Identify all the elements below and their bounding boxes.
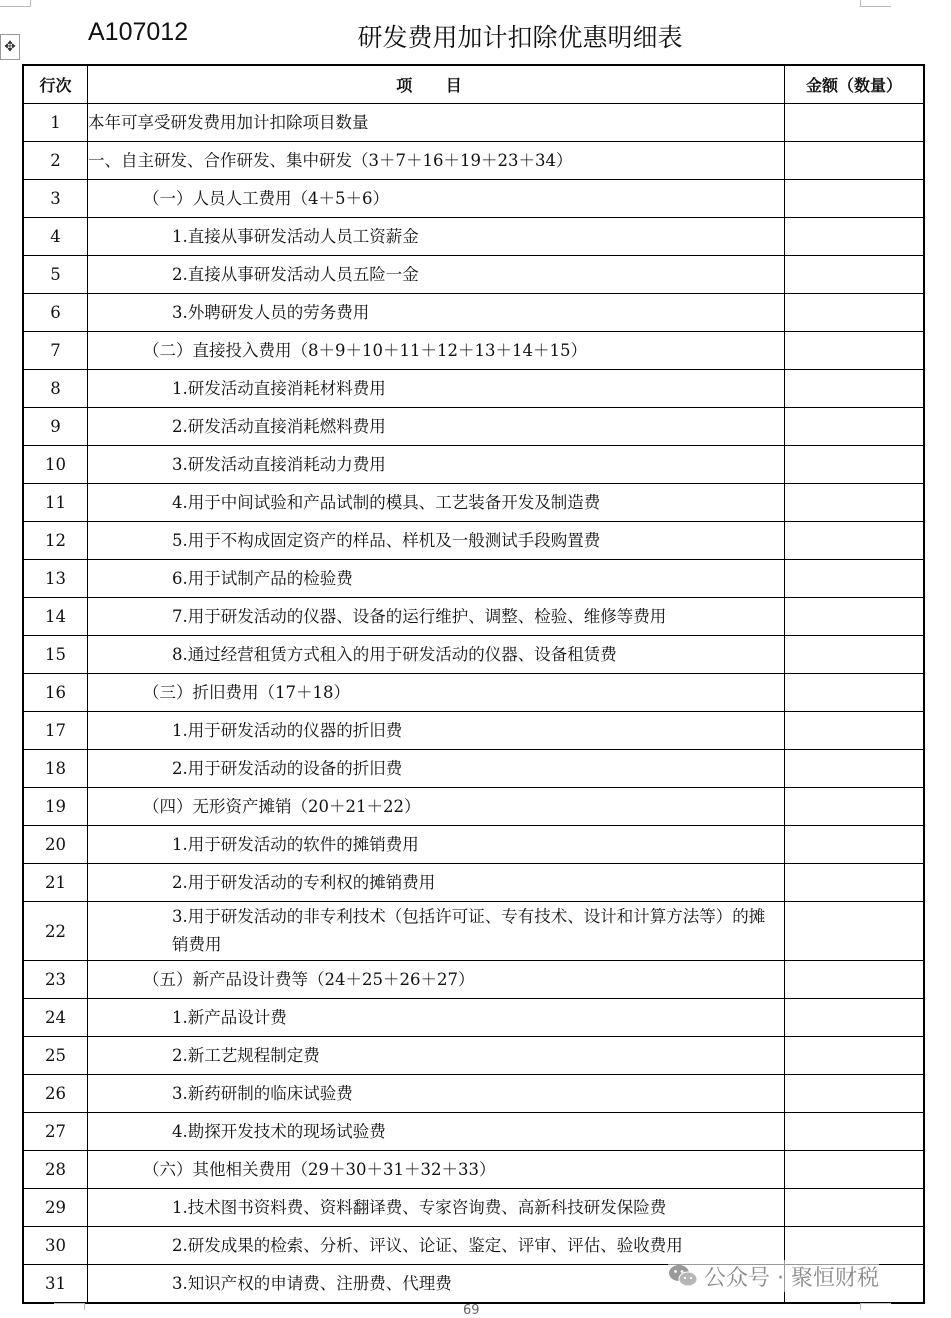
- item-cell: 1.用于研发活动的仪器的折旧费: [88, 712, 785, 750]
- line-number-cell: 18: [23, 750, 88, 788]
- amount-cell[interactable]: [785, 961, 925, 999]
- item-cell: 2.用于研发活动的专利权的摊销费用: [88, 864, 785, 902]
- amount-cell[interactable]: [785, 256, 925, 294]
- item-cell: 2.新工艺规程制定费: [88, 1037, 785, 1075]
- item-cell: 4.用于中间试验和产品试制的模具、工艺装备开发及制造费: [88, 484, 785, 522]
- line-number-cell: 7: [23, 332, 88, 370]
- item-cell: （四）无形资产摊销（20＋21＋22）: [88, 788, 785, 826]
- line-number-cell: 14: [23, 598, 88, 636]
- table-move-handle-icon[interactable]: ✥: [0, 34, 20, 60]
- table-row: [23, 1227, 924, 1265]
- item-cell: 6.用于试制产品的检验费: [88, 560, 785, 598]
- amount-cell[interactable]: [785, 826, 925, 864]
- item-cell: 2.用于研发活动的设备的折旧费: [88, 750, 785, 788]
- line-number-cell: 15: [23, 636, 88, 674]
- item-cell: （三）折旧费用（17＋18）: [88, 674, 785, 712]
- line-number-cell: 12: [23, 522, 88, 560]
- amount-cell[interactable]: [785, 446, 925, 484]
- amount-cell[interactable]: [785, 294, 925, 332]
- item-cell: 1.直接从事研发活动人员工资薪金: [88, 218, 785, 256]
- line-number-cell: 27: [23, 1113, 88, 1151]
- amount-cell[interactable]: [785, 180, 925, 218]
- item-cell: 7.用于研发活动的仪器、设备的运行维护、调整、检验、维修等费用: [88, 598, 785, 636]
- item-cell: 1.技术图书资料费、资料翻译费、专家咨询费、高新科技研发保险费: [88, 1189, 785, 1227]
- line-number-cell: 31: [23, 1265, 88, 1304]
- item-cell: 1.用于研发活动的软件的摊销费用: [88, 826, 785, 864]
- table-row: [23, 902, 924, 961]
- line-number-cell: 26: [23, 1075, 88, 1113]
- table-row: [23, 332, 924, 370]
- item-cell: 1.新产品设计费: [88, 999, 785, 1037]
- amount-cell[interactable]: [785, 1075, 925, 1113]
- amount-cell[interactable]: [785, 522, 925, 560]
- line-number-cell: 30: [23, 1227, 88, 1265]
- column-header-amount: 金额（数量）: [785, 65, 925, 104]
- column-header-item-label: 项 目: [396, 76, 476, 95]
- item-cell: 3.研发活动直接消耗动力费用: [88, 446, 785, 484]
- table-row: [23, 750, 924, 788]
- item-cell: （五）新产品设计费等（24＋25＋26＋27）: [88, 961, 785, 999]
- item-cell: 1.研发活动直接消耗材料费用: [88, 370, 785, 408]
- line-number-cell: 2: [23, 142, 88, 180]
- table-body: [23, 104, 924, 1304]
- amount-cell[interactable]: [785, 1113, 925, 1151]
- table-row: [23, 408, 924, 446]
- table-row: [23, 826, 924, 864]
- table-row: [23, 1113, 924, 1151]
- column-header-line-no: 行次: [23, 65, 88, 104]
- line-number-cell: 17: [23, 712, 88, 750]
- item-cell: （六）其他相关费用（29＋30＋31＋32＋33）: [88, 1151, 785, 1189]
- table-row: [23, 180, 924, 218]
- table-row: [23, 522, 924, 560]
- item-cell: 3.新药研制的临床试验费: [88, 1075, 785, 1113]
- table-row: [23, 560, 924, 598]
- line-number-cell: 4: [23, 218, 88, 256]
- line-number-cell: 8: [23, 370, 88, 408]
- amount-cell[interactable]: [785, 598, 925, 636]
- amount-cell[interactable]: [785, 1151, 925, 1189]
- item-cell: 4.勘探开发技术的现场试验费: [88, 1113, 785, 1151]
- line-number-cell: 28: [23, 1151, 88, 1189]
- line-number-cell: 5: [23, 256, 88, 294]
- table-row: [23, 1189, 924, 1227]
- amount-cell[interactable]: [785, 1037, 925, 1075]
- table-row: [23, 999, 924, 1037]
- table-row: [23, 142, 924, 180]
- table-header-row: [23, 65, 924, 104]
- form-code: A107012: [88, 18, 189, 46]
- table-row: [23, 1151, 924, 1189]
- table-row: [23, 256, 924, 294]
- line-number-cell: 11: [23, 484, 88, 522]
- amount-cell[interactable]: [785, 560, 925, 598]
- crop-mark-bottom-left: [54, 1303, 85, 1310]
- amount-cell[interactable]: [785, 218, 925, 256]
- amount-cell[interactable]: [785, 408, 925, 446]
- table-row: [23, 1075, 924, 1113]
- amount-cell[interactable]: [785, 484, 925, 522]
- crop-mark-bottom-right: [860, 1303, 891, 1310]
- line-number-cell: 13: [23, 560, 88, 598]
- amount-cell[interactable]: [785, 1189, 925, 1227]
- line-number-cell: 20: [23, 826, 88, 864]
- deduction-table: [22, 64, 925, 1304]
- item-cell: 3.知识产权的申请费、注册费、代理费: [88, 1265, 785, 1304]
- column-header-item: [88, 65, 785, 104]
- line-number-cell: 24: [23, 999, 88, 1037]
- line-number-cell: 3: [23, 180, 88, 218]
- item-cell: （一）人员人工费用（4＋5＋6）: [88, 180, 785, 218]
- line-number-cell: 19: [23, 788, 88, 826]
- amount-cell[interactable]: [785, 902, 925, 961]
- line-number-cell: 29: [23, 1189, 88, 1227]
- line-number-cell: 25: [23, 1037, 88, 1075]
- table-row: [23, 864, 924, 902]
- table-row: [23, 712, 924, 750]
- amount-cell[interactable]: [785, 636, 925, 674]
- item-cell: 2.研发成果的检索、分析、评议、论证、鉴定、评审、评估、验收费用: [88, 1227, 785, 1265]
- amount-cell[interactable]: [785, 332, 925, 370]
- item-cell: 3.外聘研发人员的劳务费用: [88, 294, 785, 332]
- amount-cell[interactable]: [785, 999, 925, 1037]
- wechat-icon: [668, 1263, 698, 1289]
- table-row: [23, 294, 924, 332]
- line-number-cell: 6: [23, 294, 88, 332]
- table-row: [23, 598, 924, 636]
- amount-cell[interactable]: [785, 104, 925, 142]
- amount-cell[interactable]: [785, 370, 925, 408]
- line-number-cell: 9: [23, 408, 88, 446]
- table-row: [23, 961, 924, 999]
- amount-cell[interactable]: [785, 864, 925, 902]
- watermark-text: 公众号 · 聚恒财税: [704, 1265, 879, 1291]
- amount-cell[interactable]: [785, 788, 925, 826]
- item-cell: 2.研发活动直接消耗燃料费用: [88, 408, 785, 446]
- table-row: [23, 788, 924, 826]
- amount-cell[interactable]: [785, 712, 925, 750]
- amount-cell[interactable]: [785, 142, 925, 180]
- table-row: [23, 636, 924, 674]
- line-number-cell: 23: [23, 961, 88, 999]
- amount-cell[interactable]: [785, 674, 925, 712]
- table-row: [23, 484, 924, 522]
- item-cell: （二）直接投入费用（8＋9＋10＋11＋12＋13＋14＋15）: [88, 332, 785, 370]
- amount-cell[interactable]: [785, 1227, 925, 1265]
- table-row: [23, 218, 924, 256]
- table-row: [23, 446, 924, 484]
- crop-mark-top-left: [0, 0, 31, 7]
- item-cell: 5.用于不构成固定资产的样品、样机及一般测试手段购置费: [88, 522, 785, 560]
- item-cell: 一、自主研发、合作研发、集中研发（3＋7＋16＋19＋23＋34）: [88, 142, 785, 180]
- item-cell: 8.通过经营租赁方式租入的用于研发活动的仪器、设备租赁费: [88, 636, 785, 674]
- table-row: [23, 104, 924, 142]
- table-row: [23, 674, 924, 712]
- line-number-cell: 16: [23, 674, 88, 712]
- line-number-cell: 1: [23, 104, 88, 142]
- table-row: [23, 1037, 924, 1075]
- table-row: [23, 370, 924, 408]
- watermark: [668, 1260, 879, 1292]
- page-number: 69: [463, 1303, 480, 1318]
- amount-cell[interactable]: [785, 750, 925, 788]
- item-cell: 本年可享受研发费用加计扣除项目数量: [88, 104, 785, 142]
- crop-mark-top-right: [860, 0, 891, 7]
- line-number-cell: 22: [23, 902, 88, 961]
- item-cell: 2.直接从事研发活动人员五险一金: [88, 256, 785, 294]
- page-title: 研发费用加计扣除优惠明细表: [357, 23, 683, 52]
- item-cell: 3.用于研发活动的非专利技术（包括许可证、专有技术、设计和计算方法等）的摊销费用: [88, 902, 785, 961]
- line-number-cell: 21: [23, 864, 88, 902]
- line-number-cell: 10: [23, 446, 88, 484]
